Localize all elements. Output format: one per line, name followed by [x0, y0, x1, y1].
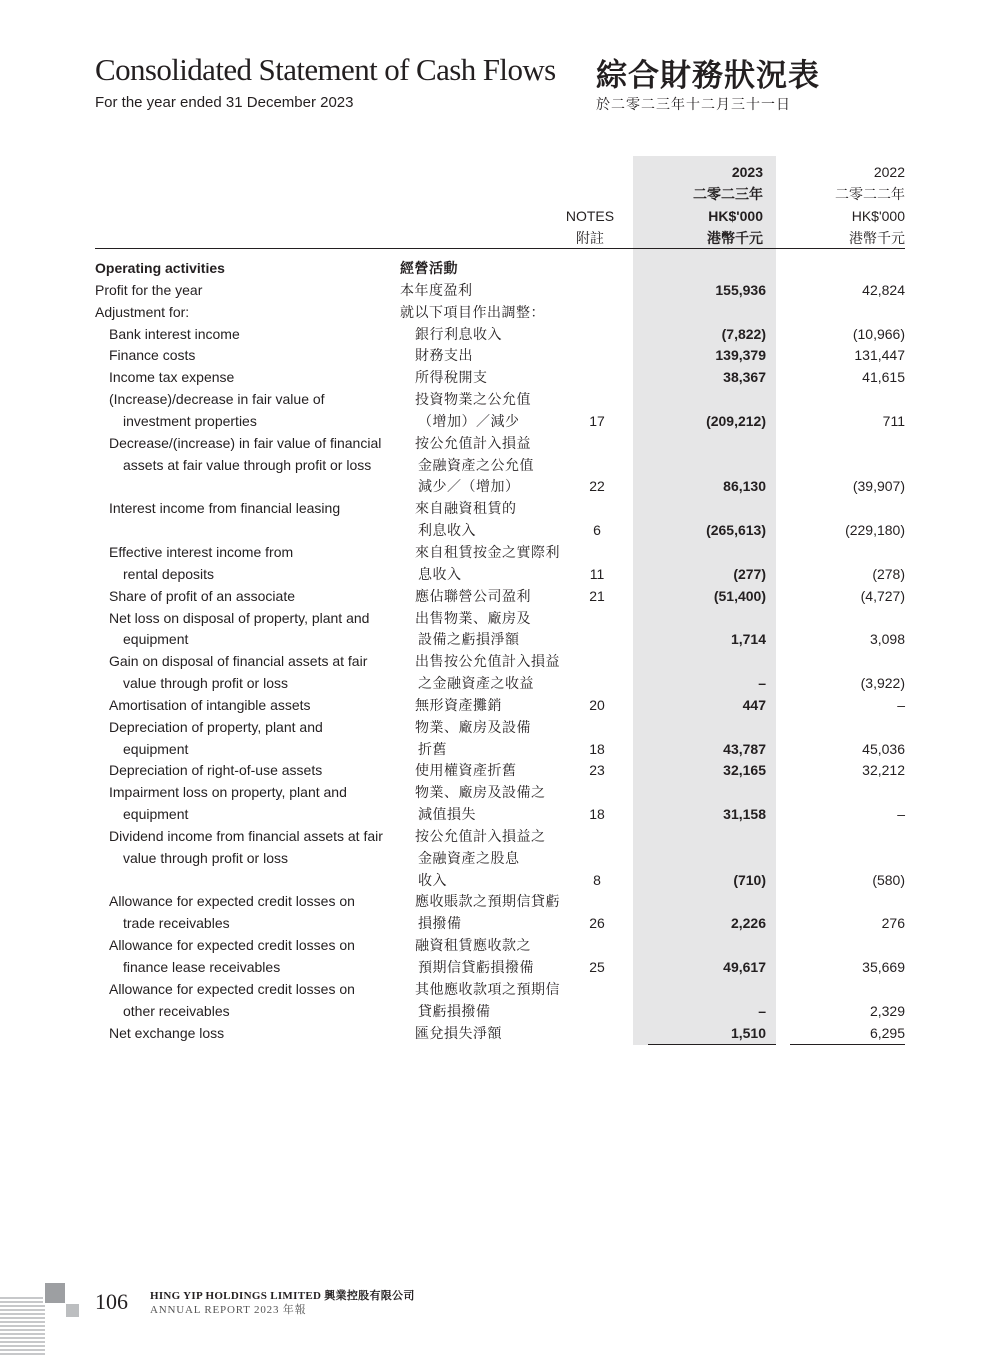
- table-row: [0, 891, 1000, 913]
- row-label-en: Decrease/(increase) in fair value of financial: [109, 434, 382, 451]
- row-label-en: Allowance for expected credit losses on: [109, 937, 355, 954]
- page-title-zh: 綜合財務狀況表: [596, 58, 820, 94]
- table-row: [0, 782, 1000, 804]
- row-label-zh: 來自融資租賃的: [415, 500, 517, 517]
- row-note: 23: [589, 762, 605, 779]
- current-year-column-header: [633, 161, 763, 249]
- table-row: [0, 760, 1000, 782]
- row-note: 22: [589, 478, 605, 495]
- row-label-en: finance lease receivables: [123, 959, 281, 975]
- row-value-2023: (51,400): [713, 587, 766, 604]
- row-value-2023: –: [758, 1002, 766, 1019]
- prior-year-subtotal-rule: [790, 1044, 905, 1045]
- row-label-en: equipment: [123, 806, 189, 823]
- table-row: [0, 935, 1000, 957]
- row-value-2023: 139,379: [715, 347, 766, 364]
- row-label-zh: 投資物業之公允值: [415, 391, 531, 408]
- table-row: [0, 433, 1000, 455]
- current-year-unit-zh: 港幣千元: [707, 230, 763, 246]
- row-value-2023: (710): [733, 871, 766, 888]
- table-row: [0, 673, 1000, 695]
- row-label-zh: 來自租賃按金之實際利: [415, 543, 560, 560]
- row-note: 18: [589, 806, 605, 823]
- row-label-en: Operating activities: [95, 260, 225, 276]
- row-label-en: Depreciation of property, plant and: [109, 718, 323, 735]
- table-row: [0, 717, 1000, 739]
- row-label-en: Allowance for expected credit losses on: [109, 893, 355, 910]
- row-label-en: Finance costs: [109, 347, 196, 364]
- row-value-2022: 2,329: [869, 1002, 905, 1019]
- row-label-zh: 金融資產之公允值: [418, 456, 534, 473]
- row-note: 18: [589, 740, 605, 757]
- row-value-2023: 2,226: [730, 915, 766, 932]
- row-label-en: trade receivables: [123, 915, 230, 932]
- row-label-en: rental deposits: [123, 565, 215, 582]
- row-label-zh: 無形資產攤銷: [415, 696, 502, 713]
- row-value-2022: –: [897, 696, 905, 713]
- row-label-zh: 所得稅開支: [415, 369, 488, 386]
- notes-column-header: [560, 205, 620, 249]
- row-label-en: value through profit or loss: [123, 849, 288, 866]
- row-value-2022: (4,727): [860, 587, 905, 604]
- row-value-2022: 711: [882, 412, 905, 429]
- row-label-zh: 按公允值計入損益之: [415, 827, 546, 844]
- row-value-2022: (580): [872, 871, 905, 888]
- row-value-2022: 41,615: [862, 369, 905, 386]
- row-value-2023: –: [758, 675, 766, 692]
- table-row: [0, 1001, 1000, 1023]
- row-label-en: Share of profit of an associate: [109, 587, 295, 604]
- row-value-2023: 1,714: [730, 631, 766, 648]
- row-value-2022: (10,966): [852, 325, 905, 342]
- row-label-en: Dividend income from financial assets at fair: [109, 827, 383, 844]
- table-row: [0, 367, 1000, 389]
- row-value-2023: 86,130: [723, 478, 766, 495]
- row-label-en: assets at fair value through profit or loss: [123, 456, 372, 473]
- prior-year-unit: HK$'000: [851, 208, 905, 224]
- row-label-en: investment properties: [123, 412, 257, 429]
- table-row: [0, 411, 1000, 433]
- notes-header-en: NOTES: [565, 208, 615, 224]
- row-label-en: Allowance for expected credit losses on: [109, 980, 355, 997]
- row-value-2022: (229,180): [845, 522, 905, 539]
- row-value-2022: 45,036: [862, 740, 905, 757]
- row-label-zh: 其他應收款項之預期信: [415, 980, 560, 997]
- table-row: [0, 520, 1000, 542]
- row-value-2022: 3,098: [869, 631, 905, 648]
- row-label-zh: 之金融資產之收益: [418, 675, 534, 692]
- table-row: [0, 258, 1000, 280]
- page-number: 106: [95, 1289, 128, 1314]
- row-value-2023: (265,613): [706, 522, 766, 539]
- row-value-2023: (277): [733, 565, 766, 582]
- row-value-2022: 276: [881, 915, 905, 932]
- row-label-en: Net loss on disposal of property, plant and: [109, 609, 370, 626]
- row-value-2023: (7,822): [721, 325, 766, 342]
- row-label-zh: （增加）／減少: [418, 412, 520, 429]
- table-row: [0, 586, 1000, 608]
- table-row: [0, 498, 1000, 520]
- table-row: [0, 345, 1000, 367]
- row-value-2022: 32,212: [862, 762, 905, 779]
- table-row: [0, 455, 1000, 477]
- row-label-zh: 應佔聯營公司盈利: [415, 587, 531, 604]
- current-year-subtotal-rule: [648, 1044, 776, 1045]
- row-label-zh: 減值損失: [418, 806, 476, 823]
- company-logo-mark: [0, 1280, 90, 1357]
- table-row: [0, 564, 1000, 586]
- row-label-zh: 折舊: [418, 740, 447, 757]
- row-value-2023: 38,367: [723, 369, 766, 386]
- row-label-zh: 經營活動: [400, 260, 458, 276]
- row-value-2022: 42,824: [862, 281, 905, 298]
- current-year-unit: HK$'000: [708, 208, 763, 224]
- row-label-en: Adjustment for:: [95, 303, 190, 320]
- header-divider: [95, 248, 905, 249]
- period-subtitle-zh: 於二零二三年十二月三十一日: [596, 96, 791, 112]
- table-row: [0, 739, 1000, 761]
- table-row: [0, 389, 1000, 411]
- row-label-zh: 貸虧損撥備: [418, 1002, 491, 1019]
- row-value-2023: (209,212): [706, 412, 766, 429]
- row-label-en: equipment: [123, 631, 189, 648]
- row-value-2022: 35,669: [862, 959, 905, 975]
- row-note: 21: [589, 587, 605, 604]
- row-label-zh: 財務支出: [415, 347, 473, 364]
- row-label-en: (Increase)/decrease in fair value of: [109, 391, 325, 408]
- row-note: 25: [589, 959, 605, 975]
- table-row: [0, 826, 1000, 848]
- row-label-zh: 銀行利息收入: [415, 325, 502, 342]
- row-value-2022: (39,907): [852, 478, 905, 495]
- table-row: [0, 324, 1000, 346]
- row-value-2023: 1,510: [730, 1024, 766, 1041]
- table-row: [0, 870, 1000, 892]
- table-row: [0, 979, 1000, 1001]
- table-row: [0, 695, 1000, 717]
- row-label-en: Interest income from financial leasing: [109, 500, 341, 517]
- row-label-zh: 利息收入: [418, 522, 476, 539]
- row-note: 11: [589, 565, 605, 582]
- row-value-2022: (278): [872, 565, 905, 582]
- prior-year-label: 2022: [873, 164, 905, 180]
- row-label-zh: 設備之虧損淨額: [418, 631, 520, 648]
- row-label-en: value through profit or loss: [123, 675, 288, 692]
- row-label-zh: 融資租賃應收款之: [415, 937, 531, 954]
- period-subtitle-en: For the year ended 31 December 2023: [95, 94, 354, 111]
- row-label-en: other receivables: [123, 1002, 230, 1019]
- row-label-en: Gain on disposal of financial assets at fair: [109, 653, 368, 670]
- row-value-2022: 6,295: [869, 1024, 905, 1041]
- row-value-2023: 155,936: [715, 281, 766, 298]
- row-label-en: Impairment loss on property, plant and: [109, 784, 347, 801]
- table-row: [0, 476, 1000, 498]
- row-label-zh: 應收賬款之預期信貸虧: [415, 893, 560, 910]
- row-label-zh: 按公允值計入損益: [415, 434, 531, 451]
- row-label-en: equipment: [123, 740, 189, 757]
- prior-year-label-zh: 二零二二年: [835, 186, 905, 202]
- table-row: [0, 848, 1000, 870]
- row-note: 20: [589, 696, 605, 713]
- row-label-en: Amortisation of intangible assets: [109, 696, 311, 713]
- row-label-zh: 出售物業、廠房及: [415, 609, 531, 626]
- row-note: 8: [593, 871, 601, 888]
- row-value-2022: 131,447: [854, 347, 905, 364]
- table-row: [0, 651, 1000, 673]
- table-row: [0, 913, 1000, 935]
- row-value-2023: 49,617: [723, 959, 766, 975]
- row-label-zh: 收入: [418, 871, 447, 888]
- row-label-en: Bank interest income: [109, 325, 240, 342]
- row-note: 26: [589, 915, 605, 932]
- cash-flow-table: [0, 258, 1000, 1044]
- notes-header-zh: 附註: [576, 230, 604, 246]
- row-label-en: Profit for the year: [95, 281, 203, 298]
- table-row: [0, 542, 1000, 564]
- row-label-en: Effective interest income from: [109, 543, 294, 560]
- row-value-2022: –: [897, 806, 905, 823]
- table-row: [0, 1023, 1000, 1045]
- table-row: [0, 957, 1000, 979]
- row-label-zh: 金融資產之股息: [418, 849, 520, 866]
- company-name: HING YIP HOLDINGS LIMITED 興業控股有限公司: [150, 1290, 415, 1302]
- row-label-zh: 就以下項目作出調整：: [400, 303, 545, 320]
- table-row: [0, 302, 1000, 324]
- row-value-2023: 31,158: [723, 806, 766, 823]
- row-label-zh: 減少／（增加）: [418, 478, 520, 495]
- table-row: [0, 804, 1000, 826]
- row-label-en: Depreciation of right-of-use assets: [109, 762, 323, 779]
- prior-year-unit-zh: 港幣千元: [849, 230, 905, 246]
- prior-year-column-header: [776, 161, 905, 249]
- row-note: 6: [593, 522, 601, 539]
- row-label-en: Net exchange loss: [109, 1024, 225, 1041]
- row-value-2023: 447: [742, 696, 766, 713]
- row-value-2023: 43,787: [723, 740, 766, 757]
- current-year-label: 2023: [731, 164, 763, 180]
- row-label-zh: 損撥備: [418, 915, 462, 932]
- row-label-zh: 預期信貸虧損撥備: [418, 959, 534, 975]
- row-value-2022: (3,922): [860, 675, 905, 692]
- row-label-en: Income tax expense: [109, 369, 235, 386]
- table-row: [0, 280, 1000, 302]
- page-title-en: Consolidated Statement of Cash Flows: [95, 52, 556, 87]
- row-label-zh: 息收入: [418, 565, 462, 582]
- report-name: ANNUAL REPORT 2023 年報: [150, 1304, 307, 1316]
- row-label-zh: 物業、廠房及設備之: [415, 784, 546, 801]
- row-note: 17: [589, 412, 605, 429]
- row-value-2023: 32,165: [723, 762, 766, 779]
- row-label-zh: 使用權資產折舊: [415, 762, 517, 779]
- row-label-zh: 出售按公允值計入損益: [415, 653, 560, 670]
- row-label-zh: 匯兌損失淨額: [415, 1024, 502, 1041]
- row-label-zh: 物業、廠房及設備: [415, 718, 531, 735]
- row-label-zh: 本年度盈利: [400, 281, 473, 298]
- current-year-label-zh: 二零二三年: [693, 186, 763, 202]
- table-row: [0, 629, 1000, 651]
- table-row: [0, 608, 1000, 630]
